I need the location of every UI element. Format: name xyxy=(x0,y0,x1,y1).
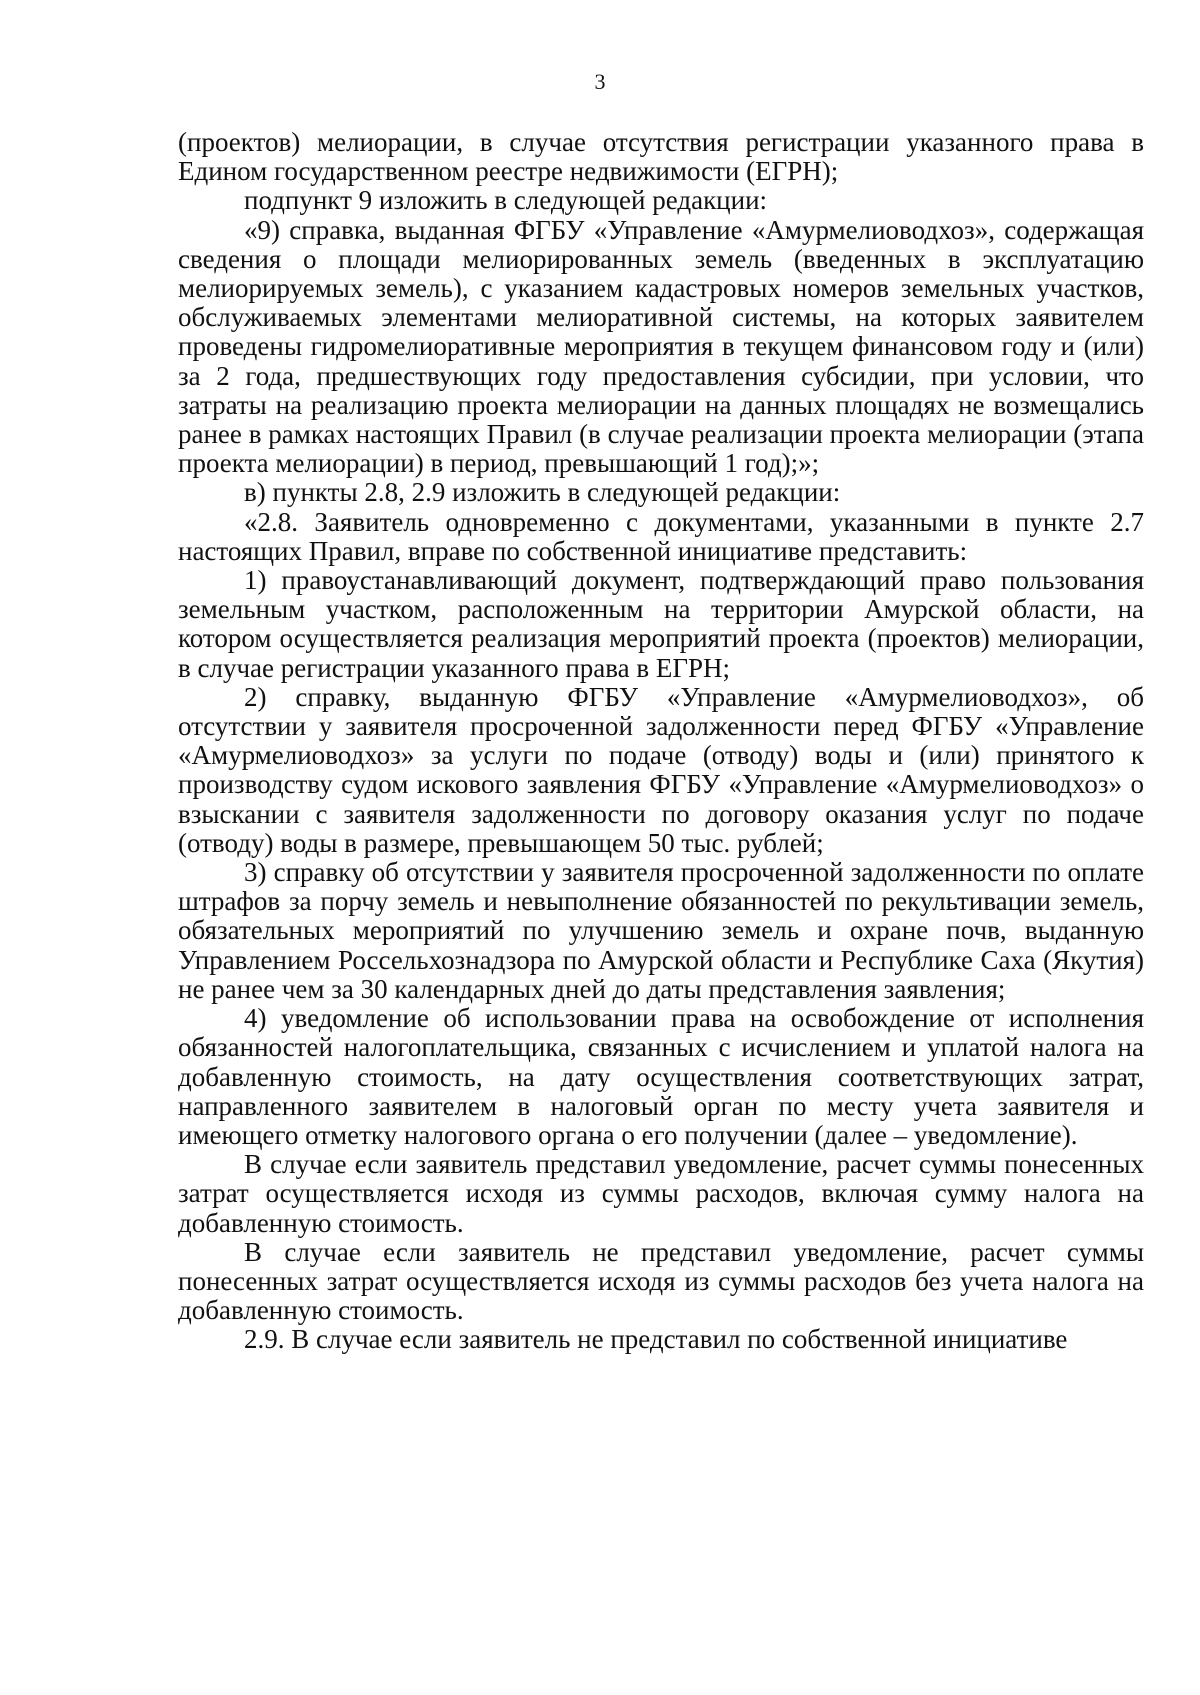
paragraph-subpoint-9-text: «9) справка, выданная ФГБУ «Управление «Амурмелиоводхоз», содержащая сведения о площади мелиорированных земель (введенных в эксплуатацию мелиорируемых земель), с указанием кадастровых номеров земельных участков, обслуживаемых элементами мелиоративной системы, на которых заявителем проведены гидромелиоративные мероприятия в текущем финансовом году и (или) за 2 года, предшествующих году предоставления субсидии, при условии, что затраты на реализацию проекта мелиорации на данных площадях не возмещались ранее в рамках настоящих Правил (в случае реализации проекта мелиорации (этапа проекта мелиорации) в период, превышающий 1 год);»; xyxy=(178,214,1144,479)
paragraph-subpoint-9-intro: подпункт 9 изложить в следующей редакции: xyxy=(244,185,768,216)
paragraph-clause-2-8: «2.8. Заявитель одновременно с документами, указанными в пункте 2.7 настоящих Правил, вправе по собственной инициативе представить: xyxy=(178,506,1144,566)
page-number: 3 xyxy=(594,69,606,94)
paragraph-clause-2-9: 2.9. В случае если заявитель не представил по собственной инициативе xyxy=(244,1324,1068,1355)
paragraph-clause-2-8-item-1: 1) правоустанавливающий документ, подтверждающий право пользования земельным участком, расположенным на территории Амурской области, на котором осуществляется реализация мероприятий проекта (проектов) мелиорации, в случае регистрации указанного права в ЕГРН; xyxy=(178,565,1144,683)
paragraph-clause-2-8-item-2: 2) справку, выданную ФГБУ «Управление «Амурмелиоводхоз», об отсутствии у заявителя просроченной задолженности перед ФГБУ «Управление «Амурмелиоводхоз» за услуги по подаче (отводу) воды и (или) принятого к производству судом искового заявления ФГБУ «Управление «Амурмелиоводхоз» о взыскании с заявителя задолженности по договору оказания услуг по подаче (отводу) воды в размере, превышающем 50 тыс. рублей; xyxy=(178,681,1144,858)
paragraph-continuation: (проектов) мелиорации, в случае отсутствия регистрации указанного права в Едином государственном реестре недвижимости (ЕГРН); xyxy=(178,127,1144,187)
paragraph-clause-2-8-item-4: 4) уведомление об использовании права на освобождение от исполнения обязанностей налогоплательщика, связанных с исчислением и уплатой налога на добавленную стоимость, на дату осуществления соответствующих затрат, направленного заявителем в налоговый орган по месту учета заявителя и имеющего отметку налогового органа о его получении (далее – уведомление). xyxy=(178,1003,1144,1150)
paragraph-clause-2-8-item-3: 3) справку об отсутствии у заявителя просроченной задолженности по оплате штрафов за порчу земель и невыполнение обязанностей по рекультивации земель, обязательных мероприятий по улучшению земель и охране почв, выданную Управлением Россельхознадзора по Амурской области и Республике Саха (Якутия) не ранее чем за 30 календарных дней до даты представления заявления; xyxy=(178,857,1144,1004)
paragraph-item-v-intro: в) пункты 2.8, 2.9 изложить в следующей редакции: xyxy=(244,477,841,508)
paragraph-notice-submitted: В случае если заявитель представил уведомление, расчет суммы понесенных затрат осуществляется исходя из суммы расходов, включая сумму налога на добавленную стоимость. xyxy=(178,1149,1144,1238)
paragraph-notice-not-submitted: В случае если заявитель не представил уведомление, расчет суммы понесенных затрат осуществляется исходя из суммы расходов без учета налога на добавленную стоимость. xyxy=(178,1236,1144,1326)
document-body xyxy=(178,128,1144,1355)
